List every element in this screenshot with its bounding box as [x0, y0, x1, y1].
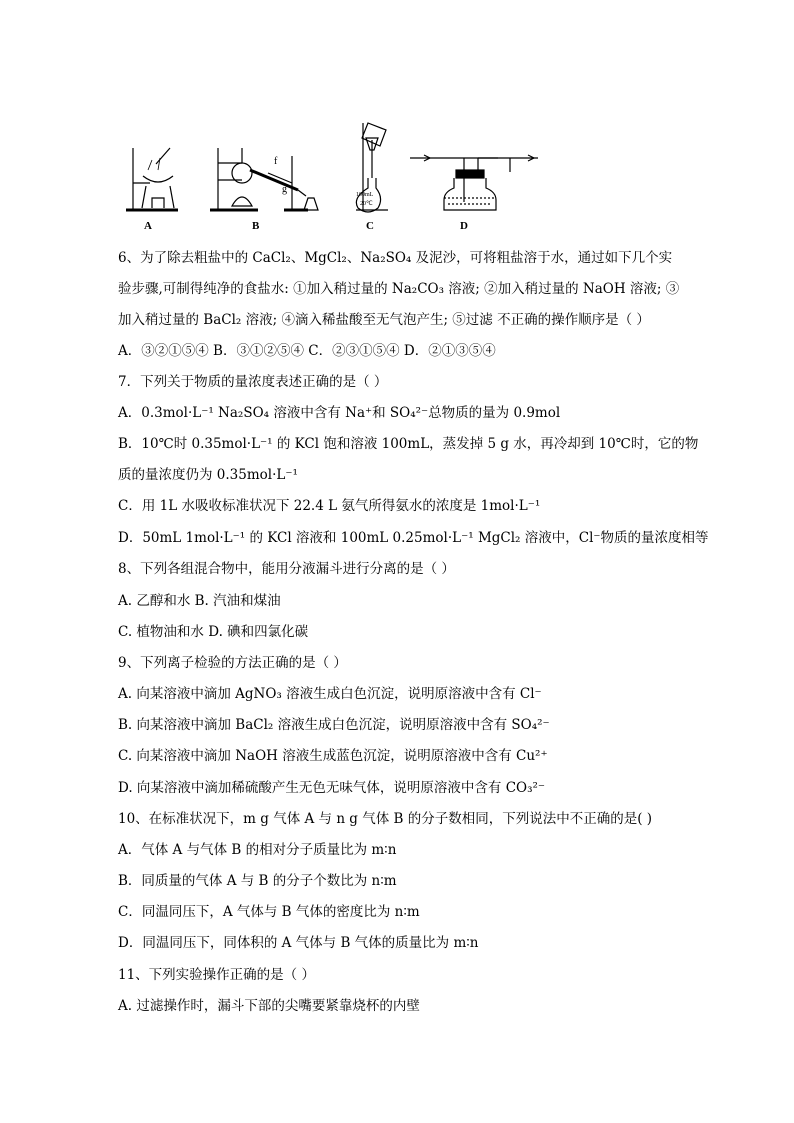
figure-label-a: A	[144, 220, 152, 232]
q10-option-d: D．同温同压下，同体积的 A 气体与 B 气体的质量比为 m∶n	[118, 935, 479, 951]
q9-option-b: B. 向某溶液中滴加 BaCl₂ 溶液生成白色沉淀，说明原溶液中含有 SO₄²⁻	[118, 717, 550, 733]
q9-option-a: A. 向某溶液中滴加 AgNO₃ 溶液生成白色沉淀，说明原溶液中含有 Cl⁻	[118, 686, 542, 702]
figure-label-b: B	[252, 220, 260, 232]
q9-option-c: C. 向某溶液中滴加 NaOH 溶液生成蓝色沉淀，说明原溶液中含有 Cu²⁺	[118, 748, 548, 764]
q8-stem: 8、下列各组混合物中，能用分液漏斗进行分离的是（ ）	[118, 561, 455, 577]
q9-stem: 9、下列离子检验的方法正确的是（ ）	[118, 655, 347, 671]
figure-label-d: D	[460, 220, 468, 232]
q10-option-b: B．同质量的气体 A 与 B 的分子个数比为 n∶m	[118, 873, 397, 889]
q8-options-cd: C. 植物油和水 D. 碘和四氯化碳	[118, 624, 309, 640]
q8-options-ab: A. 乙醇和水 B. 汽油和煤油	[118, 593, 281, 609]
flask-temp-text: 20℃	[360, 201, 373, 207]
q11-stem: 11、下列实验操作正确的是（ ）	[118, 967, 315, 983]
q10-option-a: A．气体 A 与气体 B 的相对分子质量比为 m∶n	[118, 842, 397, 858]
apparatus-drawing	[118, 118, 678, 238]
apparatus-d	[410, 155, 538, 210]
q7-option-b-line1: B．10℃时 0.35mol·L⁻¹ 的 KCl 饱和溶液 100mL，蒸发掉 5 g 水，再冷却到 10℃时，它的物	[118, 436, 699, 452]
q7-stem: 7．下列关于物质的量浓度表述正确的是（ ）	[118, 374, 388, 390]
apparatus-figure	[118, 118, 678, 238]
figure-tag-f: f	[274, 156, 278, 167]
figure-tag-g: g	[282, 184, 287, 195]
q7-option-b-line2: 质的量浓度仍为 0.35mol·L⁻¹	[118, 467, 298, 483]
q10-option-c: C．同温同压下，A 气体与 B 气体的密度比为 n∶m	[118, 904, 420, 920]
flask-volume-text: 100mL	[356, 192, 374, 198]
q6-options: A．③②①⑤④ B．③①②⑤④ C．②③①⑤④ D．②①③⑤④	[118, 343, 496, 359]
q6-line2: 验步骤,可制得纯净的食盐水: ①加入稍过量的 Na₂CO₃ 溶液; ②加入稍过量的 NaOH 溶液; ③	[118, 281, 680, 297]
q6-line1: 6、为了除去粗盐中的 CaCl₂、MgCl₂、Na₂SO₄ 及泥沙，可将粗盐溶于水，通过如下几个实	[118, 250, 673, 266]
q7-option-c: C．用 1L 水吸收标准状况下 22.4 L 氨气所得氨水的浓度是 1mol·L⁻¹	[118, 498, 541, 514]
apparatus-a	[126, 148, 178, 210]
q9-option-d: D. 向某溶液中滴加稀硫酸产生无色无味气体，说明原溶液中含有 CO₃²⁻	[118, 780, 546, 796]
apparatus-c	[356, 123, 388, 212]
q6-line3: 加入稍过量的 BaCl₂ 溶液; ④滴入稀盐酸至无气泡产生; ⑤过滤 不正确的操作顺序是（ ）	[118, 312, 650, 328]
apparatus-b	[210, 148, 318, 210]
figure-label-c: C	[366, 220, 374, 232]
q7-option-d: D．50mL 1mol·L⁻¹ 的 KCl 溶液和 100mL 0.25mol·L⁻¹ MgCl₂ 溶液中，Cl⁻物质的量浓度相等	[118, 530, 709, 546]
q10-stem: 10、在标准状况下，m g 气体 A 与 n g 气体 B 的分子数相同，下列说法中不正确的是( )	[118, 811, 653, 827]
q11-option-a: A. 过滤操作时，漏斗下部的尖嘴要紧靠烧杯的内壁	[118, 998, 420, 1014]
q7-option-a: A．0.3mol·L⁻¹ Na₂SO₄ 溶液中含有 Na⁺和 SO₄²⁻总物质的量为 0.9mol	[118, 405, 561, 421]
